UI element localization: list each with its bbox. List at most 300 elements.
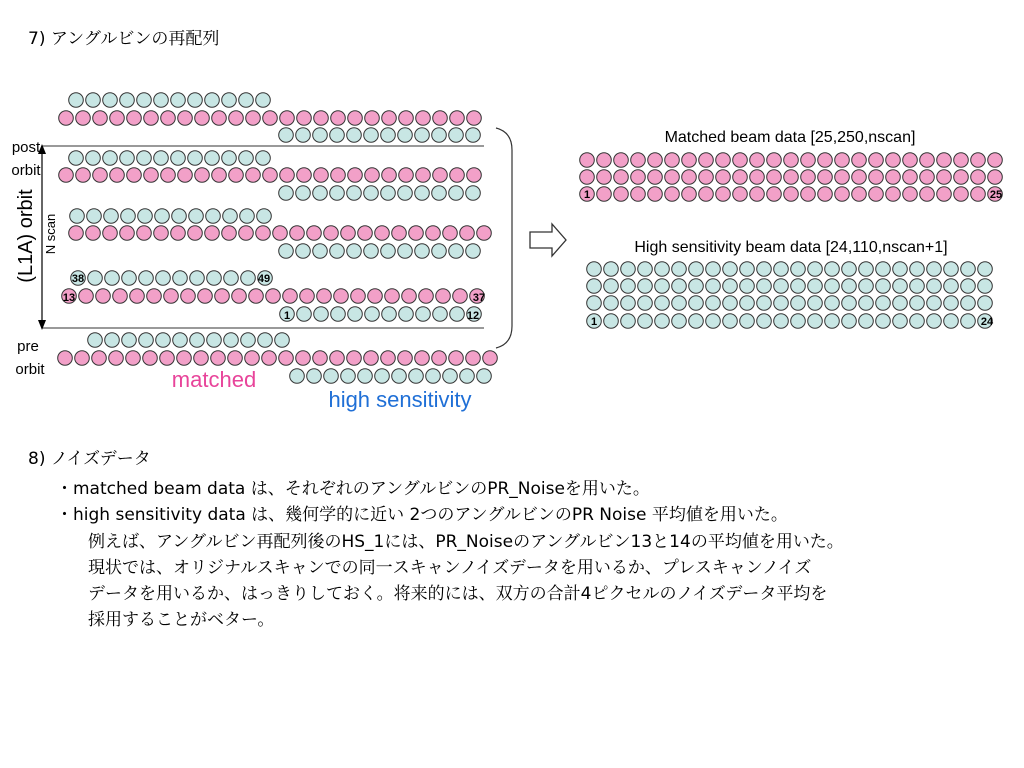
blue-bin-circle-hs-row18-4	[655, 262, 670, 277]
pink-bin-circle-left-row13-18	[364, 351, 379, 366]
blue-bin-circle-left-row12-7	[207, 333, 222, 348]
blue-bin-circle-left-row12-2	[122, 333, 137, 348]
pink-bin-circle-left-row7-10	[239, 226, 254, 241]
pink-bin-circle-left-row4-23	[450, 168, 465, 183]
pink-bin-circle-left-row10-2	[96, 289, 111, 304]
pink-bin-circle-matched-row15-6	[682, 153, 697, 168]
blue-bin-circle-left-row2-5	[364, 128, 379, 143]
blue-bin-circle-left-row12-1	[105, 333, 120, 348]
pink-bin-circle-matched-row16-12	[784, 170, 799, 185]
blue-bin-circle-hs-row19-0	[587, 279, 602, 294]
blue-bin-circle-left-row0-6	[171, 93, 186, 108]
pink-bin-circle-left-row10-1	[79, 289, 94, 304]
blue-bin-circle-hs-row18-15	[842, 262, 857, 277]
blue-bin-circle-hs-row18-6	[689, 262, 704, 277]
blue-bin-circle-left-row5-4	[347, 186, 362, 201]
blue-bin-circle-left-row6-8	[206, 209, 221, 224]
blue-bin-circle-hs-row20-11	[774, 296, 789, 311]
pink-bin-circle-left-row13-10	[228, 351, 243, 366]
pink-bin-circle-left-row4-0	[59, 168, 74, 183]
pink-bin-circle-matched-row16-14	[818, 170, 833, 185]
pink-bin-circle-left-row13-9	[211, 351, 226, 366]
blue-bin-circle-hs-row18-7	[706, 262, 721, 277]
pink-bin-circle-left-row7-9	[222, 226, 237, 241]
pink-bin-circle-left-row1-5	[144, 111, 159, 126]
blue-bin-circle-hs-row21-1	[604, 314, 619, 329]
blue-bin-circle-left-row5-0	[279, 186, 294, 201]
blue-bin-circle-left-row8-3	[330, 244, 345, 259]
blue-bin-circle-hs-row20-18	[893, 296, 908, 311]
pink-bin-circle-left-row1-0	[59, 111, 74, 126]
pink-bin-circle-left-row13-13	[279, 351, 294, 366]
blue-bin-circle-hs-row21-22	[961, 314, 976, 329]
pink-bin-circle-matched-row15-3	[631, 153, 646, 168]
blue-bin-circle-hs-row21-10	[757, 314, 772, 329]
pink-bin-circle-left-row1-8	[195, 111, 210, 126]
pink-bin-circle-matched-row17-10	[750, 187, 765, 202]
blue-bin-circle-hs-row19-2	[621, 279, 636, 294]
post-orbit-label: orbit	[11, 162, 41, 179]
pink-bin-circle-matched-row15-19	[903, 153, 918, 168]
pink-bin-circle-left-row10-20	[402, 289, 417, 304]
blue-bin-circle-left-row8-8	[415, 244, 430, 259]
pink-bin-circle-left-row7-12	[273, 226, 288, 241]
pink-bin-circle-left-row1-21	[416, 111, 431, 126]
blue-bin-circle-left-row9-1	[88, 271, 103, 286]
pink-bin-circle-left-row10-3	[113, 289, 128, 304]
pink-bin-circle-matched-row17-20	[920, 187, 935, 202]
pink-bin-circle-left-row10-18	[368, 289, 383, 304]
blue-bin-circle-left-row6-9	[223, 209, 238, 224]
pink-bin-circle-matched-row15-9	[733, 153, 748, 168]
blue-bin-circle-hs-row19-23	[978, 279, 993, 294]
pink-bin-circle-left-row10-9	[215, 289, 230, 304]
pink-bin-circle-left-row10-6	[164, 289, 179, 304]
pink-bin-circle-left-row13-16	[330, 351, 345, 366]
nscan-label: N scan	[43, 213, 58, 255]
blue-bin-circle-left-row8-11	[466, 244, 481, 259]
blue-bin-circle-left-row14-6	[392, 369, 407, 384]
blue-bin-circle-left-row5-2	[313, 186, 328, 201]
noise-line-6: 採用することがベター。	[88, 610, 275, 630]
pink-bin-circle-matched-row17-1	[597, 187, 612, 202]
blue-bin-circle-hs-row19-14	[825, 279, 840, 294]
blue-bin-circle-hs-row21-20	[927, 314, 942, 329]
pink-bin-circle-left-row4-16	[331, 168, 346, 183]
pink-bin-circle-left-row1-7	[178, 111, 193, 126]
pink-bin-circle-left-row4-2	[93, 168, 108, 183]
noise-line-1: ・matched beam data は、それぞれのアングルビンのPR_Noiseを用いた。	[56, 479, 650, 499]
blue-bin-circle-left-row0-9	[222, 93, 237, 108]
pink-bin-circle-left-row1-12	[263, 111, 278, 126]
blue-bin-circle-left-row3-8	[205, 151, 220, 166]
blue-bin-circle-left-row0-2	[103, 93, 118, 108]
pink-bin-circle-matched-row17-5	[665, 187, 680, 202]
blue-bin-circle-hs-row19-3	[638, 279, 653, 294]
pink-bin-circle-matched-row17-9	[733, 187, 748, 202]
blue-bin-circle-left-row2-3	[330, 128, 345, 143]
blue-bin-circle-left-row3-2	[103, 151, 118, 166]
num-49: 49	[257, 273, 271, 285]
blue-bin-circle-hs-row20-13	[808, 296, 823, 311]
pink-bin-circle-matched-row15-1	[597, 153, 612, 168]
blue-bin-circle-left-row2-8	[415, 128, 430, 143]
blue-bin-circle-left-row3-4	[137, 151, 152, 166]
blue-bin-circle-hs-row20-19	[910, 296, 925, 311]
pink-bin-circle-left-row1-16	[331, 111, 346, 126]
pink-bin-circle-left-row1-14	[297, 111, 312, 126]
blue-bin-circle-left-row3-6	[171, 151, 186, 166]
blue-bin-circle-left-row2-7	[398, 128, 413, 143]
pink-bin-circle-matched-row15-11	[767, 153, 782, 168]
blue-bin-circle-hs-row19-9	[740, 279, 755, 294]
pink-bin-circle-matched-row15-21	[937, 153, 952, 168]
blue-bin-circle-hs-row20-6	[689, 296, 704, 311]
blue-bin-circle-left-row8-1	[296, 244, 311, 259]
pink-bin-circle-left-row13-14	[296, 351, 311, 366]
pink-bin-circle-matched-row17-11	[767, 187, 782, 202]
pink-bin-circle-left-row1-24	[467, 111, 482, 126]
pink-bin-circle-left-row7-24	[477, 226, 492, 241]
pink-bin-circle-matched-row15-14	[818, 153, 833, 168]
blue-bin-circle-left-row2-1	[296, 128, 311, 143]
blue-bin-circle-left-row12-10	[258, 333, 273, 348]
blue-bin-circle-left-row0-1	[86, 93, 101, 108]
blue-bin-circle-left-row3-10	[239, 151, 254, 166]
blue-bin-circle-left-row9-10	[241, 271, 256, 286]
pink-bin-circle-left-row13-17	[347, 351, 362, 366]
pink-bin-circle-matched-row15-24	[988, 153, 1003, 168]
blue-bin-circle-left-row12-6	[190, 333, 205, 348]
blue-bin-circle-left-row12-11	[275, 333, 290, 348]
pink-bin-circle-left-row7-23	[460, 226, 475, 241]
blue-bin-circle-hs-row19-8	[723, 279, 738, 294]
blue-bin-circle-left-row6-6	[172, 209, 187, 224]
pink-bin-circle-matched-row15-12	[784, 153, 799, 168]
pink-bin-circle-left-row4-17	[348, 168, 363, 183]
blue-bin-circle-hs-row21-7	[706, 314, 721, 329]
pink-bin-circle-matched-row17-4	[648, 187, 663, 202]
blue-bin-circle-hs-row20-12	[791, 296, 806, 311]
blue-bin-circle-left-row14-4	[358, 369, 373, 384]
pink-bin-circle-left-row13-12	[262, 351, 277, 366]
blue-bin-circle-hs-row19-11	[774, 279, 789, 294]
blue-bin-circle-left-row9-8	[207, 271, 222, 286]
pink-bin-circle-left-row7-19	[392, 226, 407, 241]
pink-bin-circle-matched-row15-8	[716, 153, 731, 168]
pink-bin-circle-matched-row17-19	[903, 187, 918, 202]
pink-bin-circle-matched-row16-17	[869, 170, 884, 185]
pink-bin-circle-left-row1-19	[382, 111, 397, 126]
pink-bin-circle-matched-row15-17	[869, 153, 884, 168]
blue-bin-circle-hs-row21-15	[842, 314, 857, 329]
blue-bin-circle-left-row5-1	[296, 186, 311, 201]
blue-bin-circle-left-row3-0	[69, 151, 84, 166]
pink-bin-circle-matched-row15-2	[614, 153, 629, 168]
pink-bin-circle-matched-row16-1	[597, 170, 612, 185]
pink-bin-circle-left-row7-18	[375, 226, 390, 241]
blue-bin-circle-hs-row20-17	[876, 296, 891, 311]
blue-bin-circle-left-row8-9	[432, 244, 447, 259]
blue-bin-circle-hs-row20-21	[944, 296, 959, 311]
blue-bin-circle-hs-row19-19	[910, 279, 925, 294]
blue-bin-circle-hs-row20-8	[723, 296, 738, 311]
blue-bin-circle-hs-row21-5	[672, 314, 687, 329]
blue-bin-circle-hs-row18-11	[774, 262, 789, 277]
blue-bin-circle-hs-row18-13	[808, 262, 823, 277]
pink-bin-circle-left-row10-10	[232, 289, 247, 304]
pink-bin-circle-left-row13-11	[245, 351, 260, 366]
blue-bin-circle-left-row14-1	[307, 369, 322, 384]
pink-bin-circle-left-row1-22	[433, 111, 448, 126]
blue-bin-circle-hs-row19-16	[859, 279, 874, 294]
pink-bin-circle-left-row13-19	[381, 351, 396, 366]
pink-bin-circle-left-row10-7	[181, 289, 196, 304]
num-37: 37	[472, 292, 486, 304]
hs-first-num: 1	[590, 316, 598, 328]
pink-bin-circle-left-row10-8	[198, 289, 213, 304]
blue-bin-circle-left-row9-7	[190, 271, 205, 286]
pink-bin-circle-left-row7-15	[324, 226, 339, 241]
pink-bin-circle-matched-row17-3	[631, 187, 646, 202]
pink-bin-circle-left-row13-2	[92, 351, 107, 366]
num-13: 13	[62, 292, 76, 304]
pink-bin-circle-left-row4-1	[76, 168, 91, 183]
pink-bin-circle-left-row13-22	[432, 351, 447, 366]
pink-bin-circle-left-row7-21	[426, 226, 441, 241]
pink-bin-circle-left-row7-3	[120, 226, 135, 241]
section7-heading: 7) アングルビンの再配列	[28, 29, 220, 49]
blue-bin-circle-hs-row19-22	[961, 279, 976, 294]
blue-bin-circle-left-row6-3	[121, 209, 136, 224]
blue-bin-circle-hs-row19-20	[927, 279, 942, 294]
blue-bin-circle-hs-row18-5	[672, 262, 687, 277]
pink-bin-circle-left-row1-13	[280, 111, 295, 126]
num-1-left: 1	[283, 310, 291, 322]
blue-bin-circle-left-row11-6	[382, 307, 397, 322]
blue-bin-circle-left-row14-7	[409, 369, 424, 384]
pink-bin-circle-matched-row17-6	[682, 187, 697, 202]
pink-bin-circle-left-row4-20	[399, 168, 414, 183]
blue-bin-circle-left-row8-2	[313, 244, 328, 259]
blue-bin-circle-hs-row19-13	[808, 279, 823, 294]
blue-bin-circle-hs-row19-18	[893, 279, 908, 294]
num-38: 38	[71, 273, 85, 285]
pink-bin-circle-left-row10-19	[385, 289, 400, 304]
pink-bin-circle-matched-row16-5	[665, 170, 680, 185]
pink-bin-circle-left-row1-3	[110, 111, 125, 126]
blue-bin-circle-hs-row21-16	[859, 314, 874, 329]
blue-bin-circle-left-row0-0	[69, 93, 84, 108]
blue-bin-circle-hs-row18-17	[876, 262, 891, 277]
pink-bin-circle-left-row1-9	[212, 111, 227, 126]
blue-bin-circle-left-row5-11	[466, 186, 481, 201]
blue-bin-circle-hs-row20-20	[927, 296, 942, 311]
blue-bin-circle-left-row3-7	[188, 151, 203, 166]
blue-bin-circle-hs-row18-12	[791, 262, 806, 277]
matched-first-num: 1	[583, 189, 591, 201]
pink-bin-circle-matched-row17-16	[852, 187, 867, 202]
pink-bin-circle-matched-row16-3	[631, 170, 646, 185]
pink-bin-circle-left-row13-24	[466, 351, 481, 366]
pink-bin-circle-left-row7-14	[307, 226, 322, 241]
blue-bin-circle-left-row14-5	[375, 369, 390, 384]
pink-bin-circle-matched-row16-24	[988, 170, 1003, 185]
blue-bin-circle-left-row3-9	[222, 151, 237, 166]
blue-bin-circle-left-row0-7	[188, 93, 203, 108]
blue-bin-circle-hs-row20-10	[757, 296, 772, 311]
pink-bin-circle-left-row13-15	[313, 351, 328, 366]
pink-bin-circle-left-row10-5	[147, 289, 162, 304]
pink-bin-circle-left-row10-14	[300, 289, 315, 304]
blue-bin-circle-hs-row18-14	[825, 262, 840, 277]
blue-bin-circle-hs-row18-2	[621, 262, 636, 277]
pink-bin-circle-left-row1-4	[127, 111, 142, 126]
blue-bin-circle-left-row0-11	[256, 93, 271, 108]
blue-bin-circle-left-row5-8	[415, 186, 430, 201]
pre-label: pre	[17, 338, 39, 355]
pink-bin-circle-left-row4-15	[314, 168, 329, 183]
noise-line-3: 例えば、アングルビン再配列後のHS_1には、PR_Noiseのアングルビン13と14の平均値を用いた。	[88, 532, 844, 552]
blue-bin-circle-left-row5-3	[330, 186, 345, 201]
pink-bin-circle-matched-row16-4	[648, 170, 663, 185]
blue-bin-circle-hs-row19-1	[604, 279, 619, 294]
pink-bin-circle-left-row7-5	[154, 226, 169, 241]
blue-bin-circle-left-row8-10	[449, 244, 464, 259]
blue-bin-circle-hs-row21-12	[791, 314, 806, 329]
blue-bin-circle-left-row9-2	[105, 271, 120, 286]
blue-bin-circle-left-row8-4	[347, 244, 362, 259]
pink-bin-circle-left-row1-18	[365, 111, 380, 126]
blue-bin-circle-left-row0-4	[137, 93, 152, 108]
pink-bin-circle-left-row4-13	[280, 168, 295, 183]
pink-bin-circle-matched-row16-22	[954, 170, 969, 185]
pink-bin-circle-left-row4-9	[212, 168, 227, 183]
blue-bin-circle-hs-row19-15	[842, 279, 857, 294]
pink-bin-circle-left-row4-14	[297, 168, 312, 183]
blue-bin-circle-left-row11-10	[450, 307, 465, 322]
blue-bin-circle-left-row3-3	[120, 151, 135, 166]
blue-bin-circle-left-row6-2	[104, 209, 119, 224]
blue-bin-circle-left-row0-8	[205, 93, 220, 108]
blue-bin-circle-hs-row21-2	[621, 314, 636, 329]
post-label: post	[11, 139, 41, 156]
pink-bin-circle-left-row1-20	[399, 111, 414, 126]
blue-bin-circle-left-row12-4	[156, 333, 171, 348]
blue-bin-circle-left-row14-10	[460, 369, 475, 384]
blue-bin-circle-hs-row21-21	[944, 314, 959, 329]
blue-bin-circle-hs-row20-15	[842, 296, 857, 311]
blue-bin-circle-hs-row18-3	[638, 262, 653, 277]
pink-bin-circle-matched-row17-14	[818, 187, 833, 202]
blue-bin-circle-left-row0-10	[239, 93, 254, 108]
blue-bin-circle-left-row8-5	[364, 244, 379, 259]
blue-bin-circle-left-row11-7	[399, 307, 414, 322]
blue-bin-circle-hs-row18-21	[944, 262, 959, 277]
pink-bin-circle-left-row13-5	[143, 351, 158, 366]
pink-bin-circle-left-row7-13	[290, 226, 305, 241]
pink-bin-circle-left-row10-11	[249, 289, 264, 304]
pink-bin-circle-left-row13-8	[194, 351, 209, 366]
pink-bin-circle-left-row10-21	[419, 289, 434, 304]
blue-bin-circle-left-row8-6	[381, 244, 396, 259]
blue-bin-circle-hs-row19-4	[655, 279, 670, 294]
pink-bin-circle-left-row4-7	[178, 168, 193, 183]
blue-bin-circle-hs-row21-4	[655, 314, 670, 329]
pink-bin-circle-matched-row16-20	[920, 170, 935, 185]
blue-bin-circle-left-row12-5	[173, 333, 188, 348]
blue-bin-circle-left-row14-2	[324, 369, 339, 384]
blue-bin-circle-left-row11-2	[314, 307, 329, 322]
pink-bin-circle-matched-row17-22	[954, 187, 969, 202]
pink-bin-circle-matched-row16-2	[614, 170, 629, 185]
blue-bin-circle-left-row3-11	[256, 151, 271, 166]
pink-bin-circle-matched-row17-2	[614, 187, 629, 202]
pink-bin-circle-matched-row15-23	[971, 153, 986, 168]
blue-bin-circle-hs-row20-1	[604, 296, 619, 311]
pink-bin-circle-left-row1-23	[450, 111, 465, 126]
pink-bin-circle-left-row1-17	[348, 111, 363, 126]
pink-bin-circle-left-row10-4	[130, 289, 145, 304]
blue-bin-circle-left-row9-5	[156, 271, 171, 286]
blue-bin-circle-hs-row20-23	[978, 296, 993, 311]
pink-bin-circle-left-row7-2	[103, 226, 118, 241]
noise-line-5: データを用いるか、はっきりしておく。将来的には、双方の合計4ピクセルのノイズデータ平均を	[88, 584, 828, 604]
blue-bin-circle-hs-row20-7	[706, 296, 721, 311]
pink-bin-circle-left-row7-1	[86, 226, 101, 241]
hollow-arrow	[530, 224, 566, 256]
blue-bin-circle-hs-row18-23	[978, 262, 993, 277]
pink-bin-circle-left-row7-11	[256, 226, 271, 241]
blue-bin-circle-hs-row18-20	[927, 262, 942, 277]
pink-bin-circle-left-row10-16	[334, 289, 349, 304]
blue-bin-circle-left-row9-3	[122, 271, 137, 286]
blue-bin-circle-hs-row18-22	[961, 262, 976, 277]
pink-bin-circle-matched-row15-7	[699, 153, 714, 168]
blue-bin-circle-left-row2-9	[432, 128, 447, 143]
blue-bin-circle-left-row6-0	[70, 209, 85, 224]
pink-bin-circle-left-row1-15	[314, 111, 329, 126]
pink-bin-circle-left-row4-4	[127, 168, 142, 183]
pink-bin-circle-left-row1-10	[229, 111, 244, 126]
pink-bin-circle-left-row4-12	[263, 168, 278, 183]
pink-bin-circle-matched-row15-0	[580, 153, 595, 168]
blue-bin-circle-hs-row18-0	[587, 262, 602, 277]
pink-bin-circle-matched-row17-21	[937, 187, 952, 202]
pink-bin-circle-left-row4-6	[161, 168, 176, 183]
pink-bin-circle-matched-row16-7	[699, 170, 714, 185]
blue-bin-circle-hs-row18-8	[723, 262, 738, 277]
blue-bin-circle-left-row6-10	[240, 209, 255, 224]
hs-title: High sensitivity beam data [24,110,nscan+1]	[634, 239, 948, 256]
pink-bin-circle-matched-row16-10	[750, 170, 765, 185]
pink-bin-circle-left-row13-23	[449, 351, 464, 366]
blue-bin-circle-left-row11-3	[331, 307, 346, 322]
blue-bin-circle-left-row2-6	[381, 128, 396, 143]
blue-bin-circle-left-row14-11	[477, 369, 492, 384]
blue-bin-circle-left-row12-9	[241, 333, 256, 348]
pink-bin-circle-matched-row15-13	[801, 153, 816, 168]
pink-bin-circle-left-row7-16	[341, 226, 356, 241]
pink-bin-circle-left-row13-0	[58, 351, 73, 366]
pink-bin-circle-left-row1-1	[76, 111, 91, 126]
pink-bin-circle-left-row4-11	[246, 168, 261, 183]
blue-bin-circle-hs-row20-4	[655, 296, 670, 311]
blue-bin-circle-left-row14-9	[443, 369, 458, 384]
pink-bin-circle-left-row10-12	[266, 289, 281, 304]
blue-bin-circle-hs-row18-18	[893, 262, 908, 277]
pink-bin-circle-matched-row15-15	[835, 153, 850, 168]
